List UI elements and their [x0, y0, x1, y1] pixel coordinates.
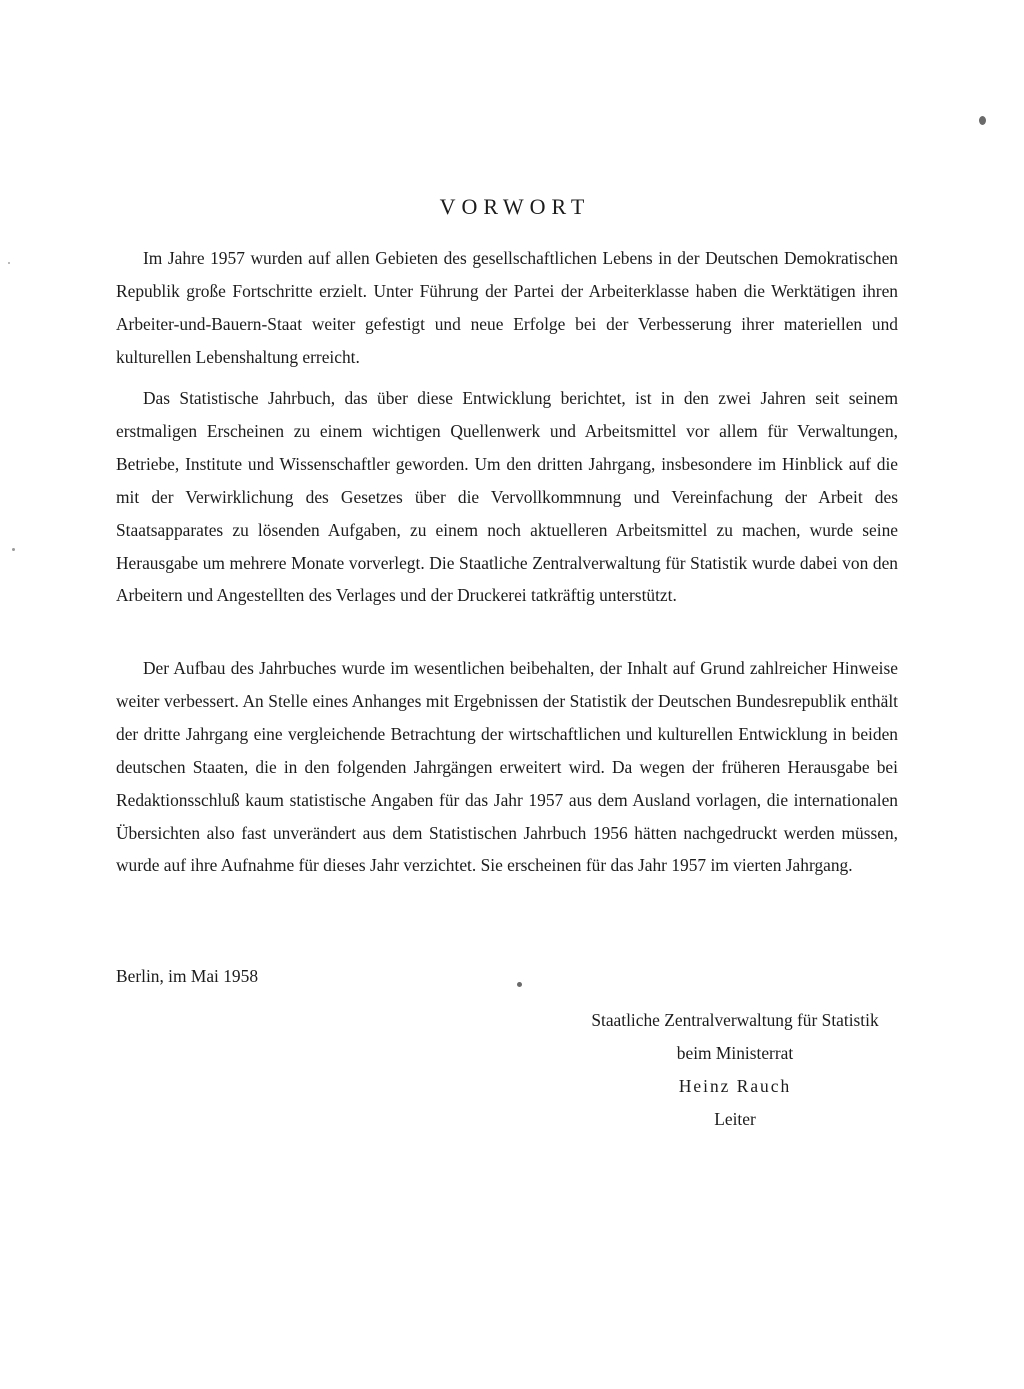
paragraph-text: Das Statistische Jahrbuch, das über diese Entwicklung berichtet, ist in den zwei Jahren seit seinem erstmaligen Erscheinen zu einem wichtigen Quellenwerk und Arbeitsmittel vor allem für Verwaltungen, Betriebe, Institute und Wissenschaftler geworden. Um den dritten Jahrgang, insbesondere im Hinblick auf die mit der Verwirklichung des Gesetzes über die Vervollkommnung und Vereinfachung der Arbeit des Staatsapparates zu lösenden Aufgaben, zu einem noch aktuelleren Arbeitsmittel zu machen, wurde seine Herausgabe um mehrere Monate vorverlegt. Die Staatliche Zentralverwaltung für Statistik wurde dabei von den Arbeitern und Angestellten des Verlages und der Druckerei tatkräftig unterstützt. [116, 388, 898, 606]
paragraph-text: Der Aufbau des Jahrbuches wurde im wesentlichen beibehalten, der Inhalt auf Grund zahlreicher Hinweise weiter verbessert. An Stelle eines Anhanges mit Ergebnissen der Statistik der Deutschen Bundesrepublik enthält der dritte Jahrgang eine vergleichende Betrachtung der wirtschaftlichen und kulturellen Entwicklung in beiden deutschen Staaten, die in den folgenden Jahrgängen erweitert wird. Da wegen der früheren Herausgabe bei Redaktionsschluß kaum statistische Angaben für das Jahr 1957 aus dem Ausland vorlagen, die internationalen Übersichten also fast unverändert aus dem Statistischen Jahrbuch 1956 hätten nachgedruckt werden müssen, wurde auf ihre Aufnahme für dieses Jahr verzichtet. Sie erscheinen für das Jahr 1957 im vierten Jahrgang. [116, 658, 898, 876]
scan-speck [8, 262, 10, 264]
body-paragraph-1 [116, 242, 898, 374]
body-paragraph-3 [116, 652, 898, 882]
signature-position: Leiter [714, 1109, 756, 1129]
scan-speck [12, 548, 15, 551]
scan-speck [979, 116, 986, 125]
signature-organization: Staatliche Zentralverwaltung für Statistik [591, 1010, 879, 1030]
signature-block [534, 1004, 936, 1136]
signature-affiliation: beim Ministerrat [676, 1043, 794, 1063]
signature-name: Heinz Rauch [678, 1076, 792, 1096]
scan-speck [517, 982, 522, 987]
page-title: VORWORT [439, 194, 591, 219]
place-and-date: Berlin, im Mai 1958 [116, 966, 259, 986]
paragraph-text: Im Jahre 1957 wurden auf allen Gebieten des gesellschaftlichen Lebens in der Deutschen Demokratischen Republik große Fortschritte erzielt. Unter Führung der Partei der Arbeiterklasse haben die Werktätigen ihren Arbeiter-und-Bauern-Staat weiter gefestigt und neue Erfolge bei der Verbesserung ihrer materiellen und kulturellen Lebenshaltung erreicht. [116, 248, 898, 367]
body-paragraph-2 [116, 382, 898, 612]
